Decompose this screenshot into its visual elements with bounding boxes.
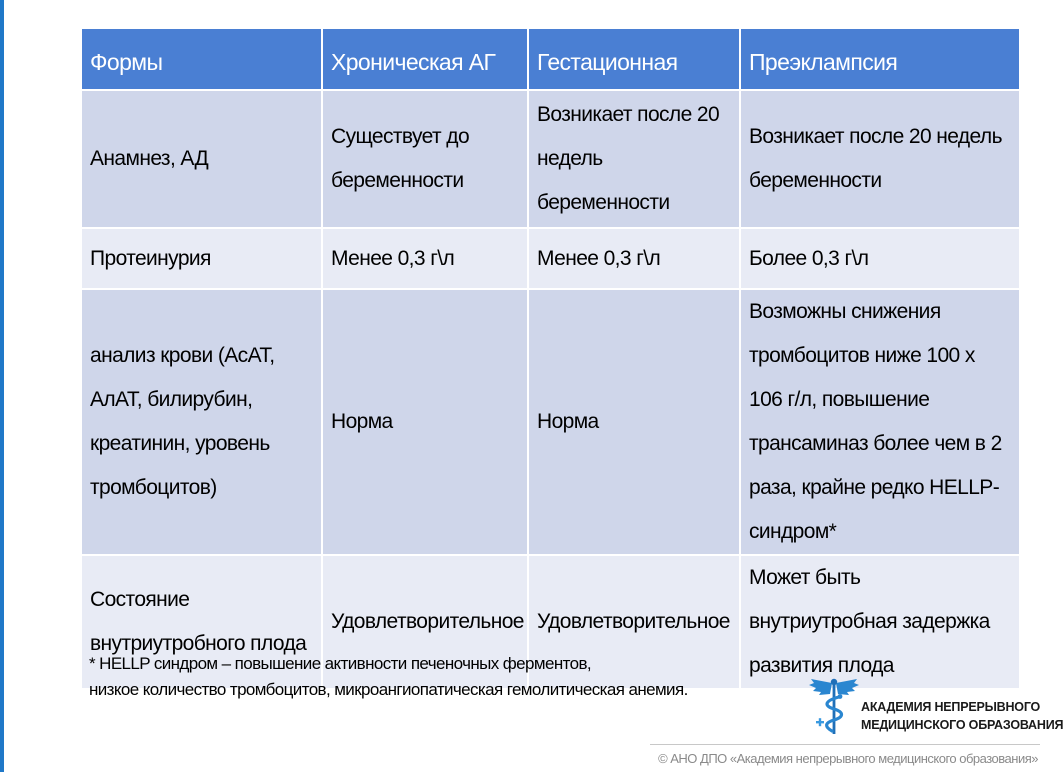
table-cell: Протеинурия — [81, 228, 322, 289]
comparison-table — [80, 27, 1021, 690]
table-cell: Норма — [528, 289, 740, 555]
copyright-text: © АНО ДПО «Академия непрерывного медицинского образования» — [658, 751, 1038, 766]
footer-divider — [650, 744, 1040, 745]
logo-text — [861, 698, 1063, 734]
table-header-row — [81, 28, 1020, 90]
academy-logo — [808, 676, 1064, 738]
footnote — [89, 651, 688, 703]
logo-line-2: МЕДИЦИНСКОГО ОБРАЗОВАНИЯ — [861, 718, 1064, 732]
table-cell: Удовлетворительное — [322, 555, 528, 689]
table-cell: Более 0,3 г\л — [740, 228, 1020, 289]
table-cell: Возникает после 20 недель беременности — [528, 90, 740, 228]
logo-line-1: АКАДЕМИЯ НЕПРЕРЫВНОГО — [861, 700, 1041, 714]
caduceus-icon — [808, 676, 860, 738]
table-cell: Норма — [322, 289, 528, 555]
table-cell: Менее 0,3 г\л — [322, 228, 528, 289]
header-preeclampsia: Преэклампсия — [740, 28, 1020, 90]
header-chronic-ag: Хроническая АГ — [322, 28, 528, 90]
table-cell: Менее 0,3 г\л — [528, 228, 740, 289]
left-accent-bar — [0, 0, 4, 772]
table-row — [81, 289, 1020, 555]
table-cell: Анамнез, АД — [81, 90, 322, 228]
table-cell: Может быть внутриутробная задержка развития плода — [740, 555, 1020, 689]
table-cell: Возникает после 20 недель беременности — [740, 90, 1020, 228]
footnote-line-2: низкое количество тромбоцитов, микроангиопатическая гемолитическая анемия. — [89, 680, 688, 699]
header-gestational: Гестационная — [528, 28, 740, 90]
table-cell: анализ крови (АсАТ, АлАТ, билирубин, креатинин, уровень тромбоцитов) — [81, 289, 322, 555]
table-cell: Удовлетворительное — [528, 555, 740, 689]
table-row — [81, 90, 1020, 228]
footnote-line-1: * HELLP синдром – повышение активности печеночных ферментов, — [89, 654, 592, 673]
table-cell: Возможны снижения тромбоцитов ниже 100 х 106 г/л, повышение трансаминаз более чем в 2 раза, крайне редко HELLP-синдром* — [740, 289, 1020, 555]
table-cell: Состояние внутриутробного плода — [81, 555, 322, 689]
table-row — [81, 228, 1020, 289]
table-cell: Существует до беременности — [322, 90, 528, 228]
header-forms: Формы — [81, 28, 322, 90]
